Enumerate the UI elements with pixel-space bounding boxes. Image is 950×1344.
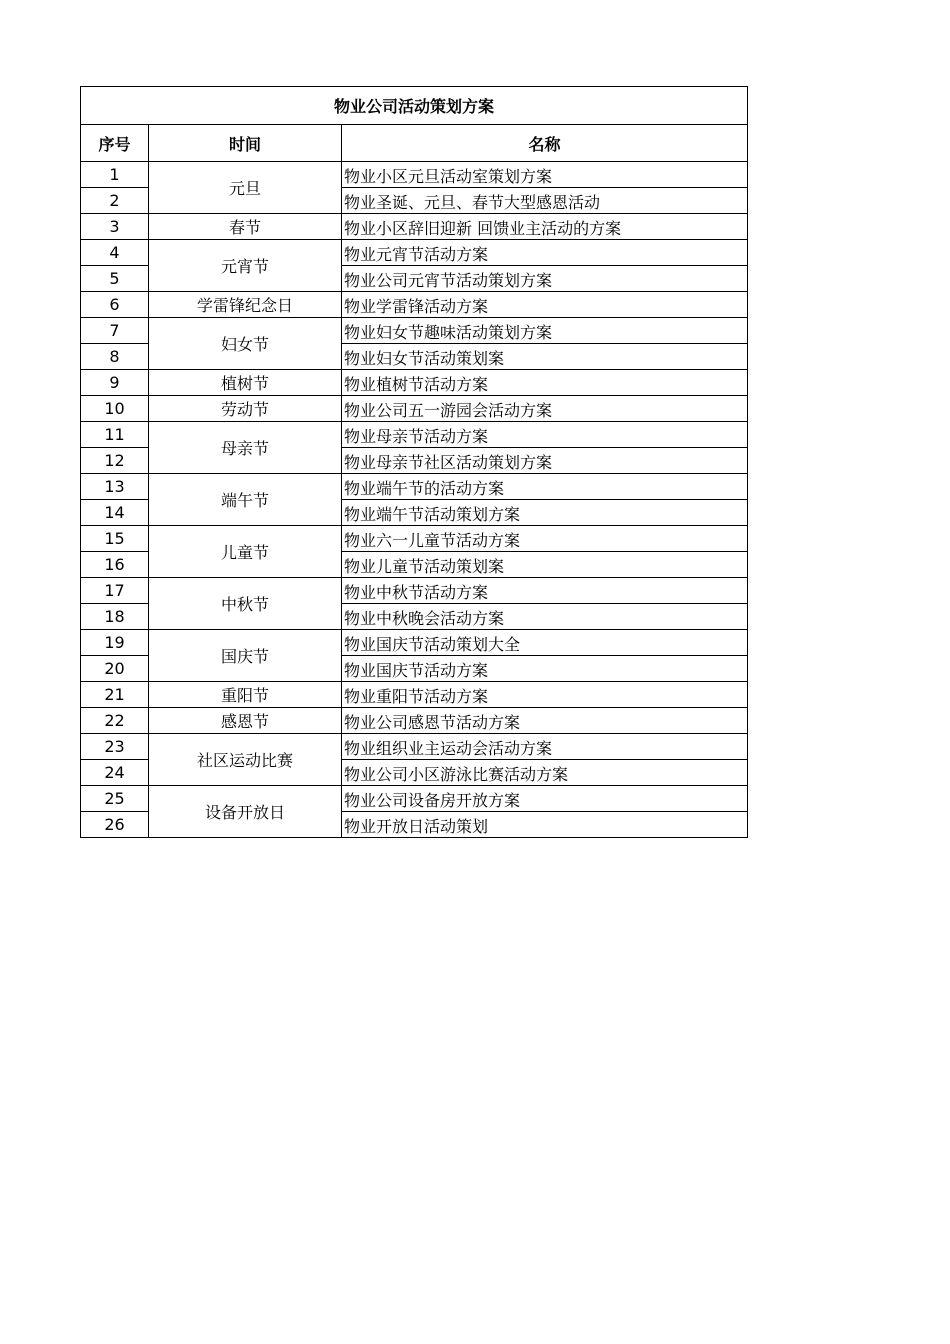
table-row (81, 630, 748, 656)
plan-name-cell: 物业小区辞旧迎新 回馈业主活动的方案 (342, 214, 748, 240)
plan-name-cell: 物业儿童节活动策划案 (342, 552, 748, 578)
table-row (81, 422, 748, 448)
row-number: 26 (81, 812, 149, 838)
row-number: 19 (81, 630, 149, 656)
plan-name-cell: 物业公司元宵节活动策划方案 (342, 266, 748, 292)
table-row (81, 526, 748, 552)
time-cell: 春节 (149, 214, 342, 240)
plan-name-cell: 物业开放日活动策划 (342, 812, 748, 838)
table-title: 物业公司活动策划方案 (81, 87, 748, 125)
plan-name-cell: 物业植树节活动方案 (342, 370, 748, 396)
row-number: 13 (81, 474, 149, 500)
row-number: 10 (81, 396, 149, 422)
plan-name-cell: 物业国庆节活动策划大全 (342, 630, 748, 656)
time-cell: 元旦 (149, 162, 342, 214)
table-row (81, 318, 748, 344)
table-row (81, 370, 748, 396)
table-row (81, 708, 748, 734)
plan-name-cell: 物业圣诞、元旦、春节大型感恩活动 (342, 188, 748, 214)
plan-name-cell: 物业母亲节活动方案 (342, 422, 748, 448)
plan-name-cell: 物业公司设备房开放方案 (342, 786, 748, 812)
table-row (81, 786, 748, 812)
activity-plan-table (80, 86, 748, 838)
plan-name-cell: 物业小区元旦活动室策划方案 (342, 162, 748, 188)
plan-name-cell: 物业组织业主运动会活动方案 (342, 734, 748, 760)
time-cell: 母亲节 (149, 422, 342, 474)
row-number: 3 (81, 214, 149, 240)
row-number: 11 (81, 422, 149, 448)
time-cell: 感恩节 (149, 708, 342, 734)
plan-name-cell: 物业公司小区游泳比赛活动方案 (342, 760, 748, 786)
table-row (81, 240, 748, 266)
time-cell: 国庆节 (149, 630, 342, 682)
row-number: 17 (81, 578, 149, 604)
plan-name-cell: 物业端午节的活动方案 (342, 474, 748, 500)
plan-name-cell: 物业妇女节活动策划案 (342, 344, 748, 370)
header-index: 序号 (81, 125, 149, 162)
plan-name-cell: 物业重阳节活动方案 (342, 682, 748, 708)
row-number: 5 (81, 266, 149, 292)
plan-name-cell: 物业端午节活动策划方案 (342, 500, 748, 526)
plan-name-cell: 物业母亲节社区活动策划方案 (342, 448, 748, 474)
header-row (81, 125, 748, 162)
table-row (81, 682, 748, 708)
plan-name-cell: 物业学雷锋活动方案 (342, 292, 748, 318)
plan-name-cell: 物业公司五一游园会活动方案 (342, 396, 748, 422)
plan-name-cell: 物业中秋节活动方案 (342, 578, 748, 604)
row-number: 2 (81, 188, 149, 214)
row-number: 14 (81, 500, 149, 526)
time-cell: 元宵节 (149, 240, 342, 292)
row-number: 15 (81, 526, 149, 552)
table-row (81, 474, 748, 500)
row-number: 8 (81, 344, 149, 370)
row-number: 18 (81, 604, 149, 630)
time-cell: 设备开放日 (149, 786, 342, 838)
plan-name-cell: 物业元宵节活动方案 (342, 240, 748, 266)
table-row (81, 578, 748, 604)
plan-name-cell: 物业国庆节活动方案 (342, 656, 748, 682)
table-body (81, 87, 748, 838)
row-number: 24 (81, 760, 149, 786)
plan-name-cell: 物业中秋晚会活动方案 (342, 604, 748, 630)
time-cell: 端午节 (149, 474, 342, 526)
row-number: 20 (81, 656, 149, 682)
plan-name-cell: 物业公司感恩节活动方案 (342, 708, 748, 734)
header-name: 名称 (342, 125, 748, 162)
time-cell: 劳动节 (149, 396, 342, 422)
time-cell: 儿童节 (149, 526, 342, 578)
row-number: 22 (81, 708, 149, 734)
header-time: 时间 (149, 125, 342, 162)
row-number: 16 (81, 552, 149, 578)
table-row (81, 396, 748, 422)
time-cell: 社区运动比赛 (149, 734, 342, 786)
title-row (81, 87, 748, 125)
time-cell: 妇女节 (149, 318, 342, 370)
time-cell: 学雷锋纪念日 (149, 292, 342, 318)
time-cell: 植树节 (149, 370, 342, 396)
time-cell: 重阳节 (149, 682, 342, 708)
row-number: 23 (81, 734, 149, 760)
table-row (81, 214, 748, 240)
table-row (81, 162, 748, 188)
plan-name-cell: 物业六一儿童节活动方案 (342, 526, 748, 552)
row-number: 1 (81, 162, 149, 188)
table-row (81, 734, 748, 760)
row-number: 21 (81, 682, 149, 708)
row-number: 7 (81, 318, 149, 344)
table-row (81, 292, 748, 318)
row-number: 12 (81, 448, 149, 474)
time-cell: 中秋节 (149, 578, 342, 630)
row-number: 25 (81, 786, 149, 812)
row-number: 6 (81, 292, 149, 318)
plan-name-cell: 物业妇女节趣味活动策划方案 (342, 318, 748, 344)
row-number: 9 (81, 370, 149, 396)
row-number: 4 (81, 240, 149, 266)
